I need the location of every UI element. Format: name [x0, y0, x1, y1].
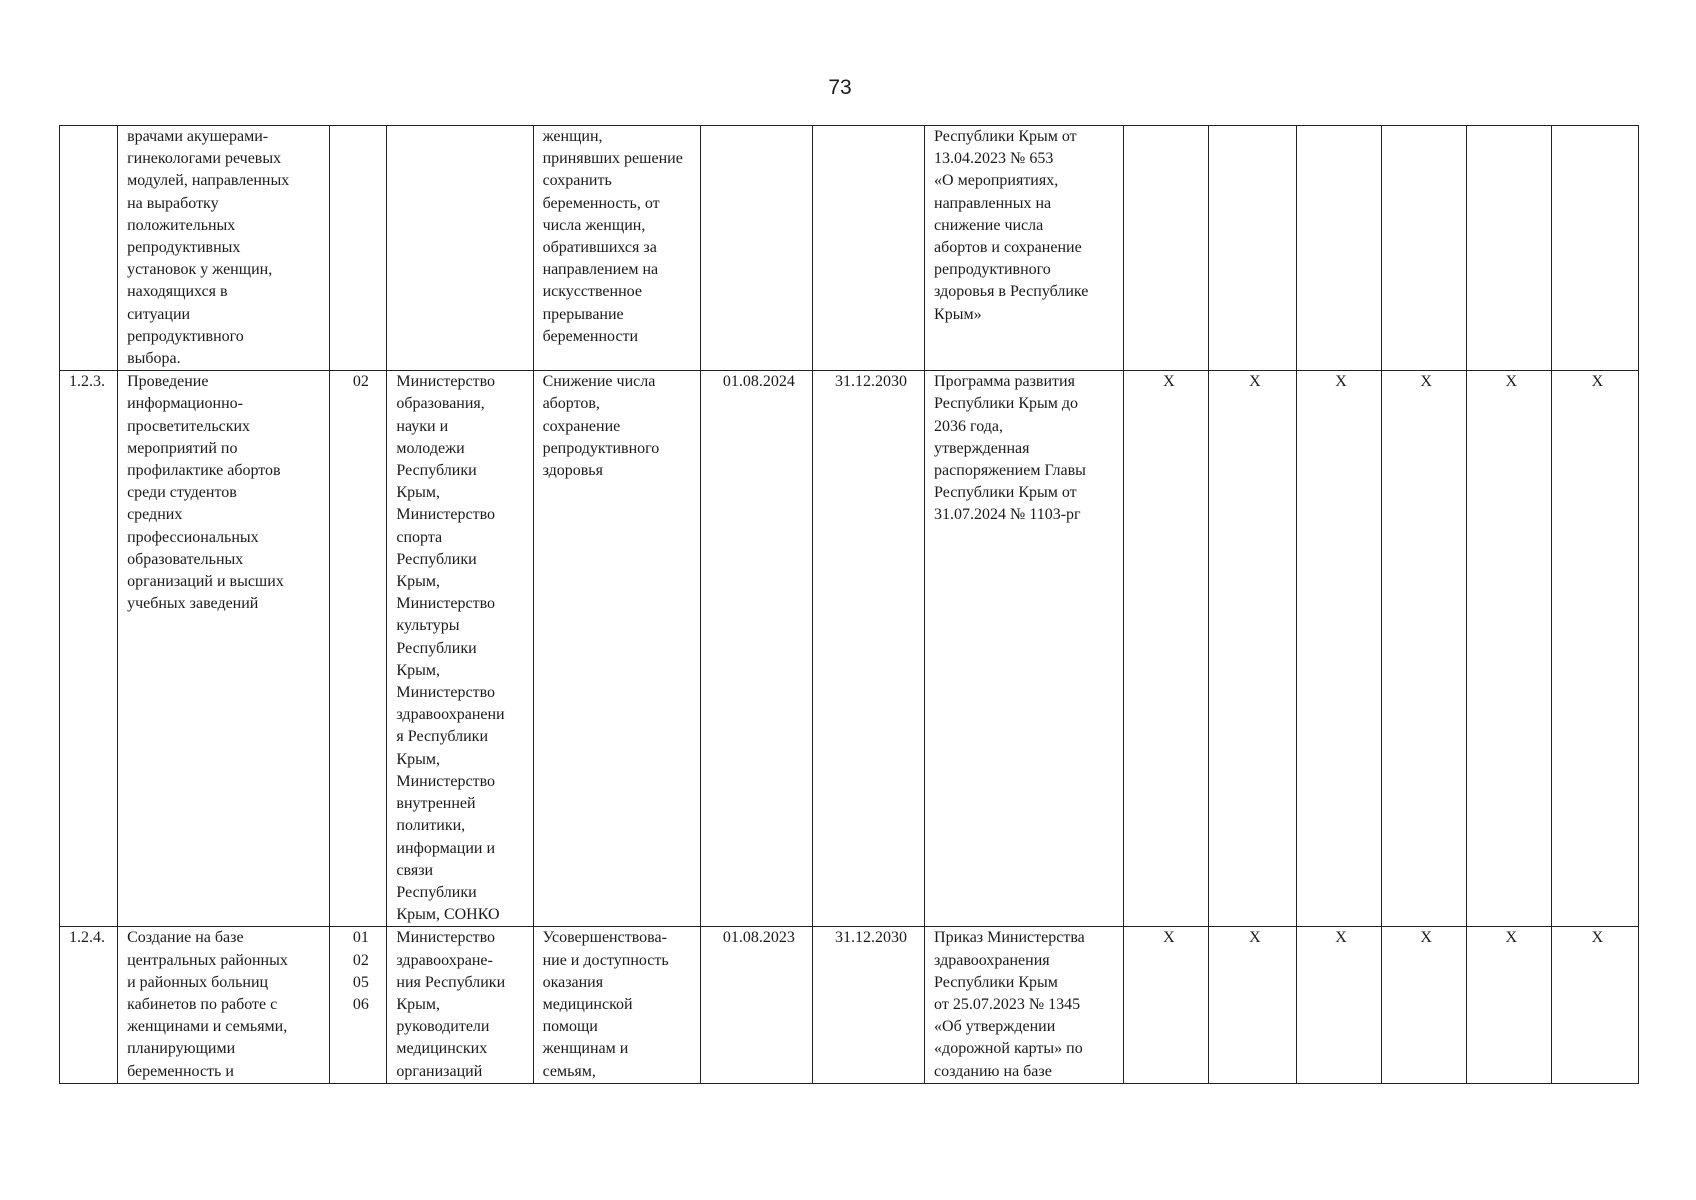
executor-cell-line: организаций [396, 1062, 483, 1080]
end-date-cell: 31.12.2030 [812, 927, 924, 1083]
result-cell-line: абортов, [542, 395, 600, 413]
row-number-cell: 1.2.4. [60, 927, 118, 1083]
executor-cell-line: Министерство [396, 373, 496, 391]
start-date-cell [700, 126, 812, 371]
basis-document-cell-line: направленных на [934, 194, 1052, 212]
measure-cell-line: информационно- [127, 395, 244, 413]
mark-cell [1551, 126, 1638, 371]
basis-document-cell-line: «дорожной карты» по [934, 1040, 1083, 1058]
result-cell-line: помощи [542, 1018, 598, 1036]
mark-cell: Х [1124, 927, 1209, 1083]
result-cell-line: принявших решение [542, 150, 683, 168]
row-number-cell [60, 126, 118, 371]
mark-cell: Х [1466, 371, 1551, 927]
measure-cell-line: беременность и [127, 1062, 234, 1080]
measure-cell-line: врачами акушерами- [127, 128, 269, 145]
result-cell-line: ние и доступность [542, 951, 669, 969]
basis-document-cell-line: от 25.07.2023 № 1345 [934, 995, 1081, 1013]
measure-cell-line: профессиональных [127, 528, 259, 546]
executor-cell [387, 126, 533, 371]
basis-document-cell-line: Республики Крым до [934, 395, 1078, 413]
executor-cell-line: Министерство [396, 684, 496, 702]
result-cell-line: беременности [542, 327, 639, 345]
executor-cell-line: Крым, [396, 661, 440, 679]
codes-cell-line: 06 [352, 995, 369, 1013]
measure-cell-line: кабинетов по работе с [127, 995, 278, 1013]
measure-cell-line: Проведение [127, 373, 209, 391]
basis-document-cell-line: 2036 года, [934, 417, 1003, 435]
basis-document-cell-line: «Об утверждении [934, 1018, 1056, 1036]
executor-cell-line: здравоохранени [396, 706, 505, 724]
measure-cell-line: положительных [127, 216, 236, 234]
measure-cell-line: образовательных [127, 550, 244, 568]
result-cell-line: сохранить [542, 172, 612, 190]
measure-cell-line: находящихся в [127, 283, 228, 301]
mark-cell: Х [1381, 927, 1466, 1083]
measure-cell [118, 126, 330, 371]
table-row [60, 126, 1639, 371]
executor-cell-line: Крым, [396, 995, 440, 1013]
executor-cell-line: Республики [396, 639, 477, 657]
result-cell [533, 371, 700, 927]
codes-cell-line: 01 [352, 929, 369, 947]
measure-cell-line: планирующими [127, 1040, 236, 1058]
mark-cell [1296, 126, 1381, 371]
codes-cell-line: 05 [352, 973, 369, 991]
basis-document-cell-line: утвержденная [934, 439, 1030, 457]
codes-cell-line: 02 [352, 951, 369, 969]
basis-document-cell-line: Республики Крым [934, 973, 1058, 991]
result-cell-line: направлением на [542, 261, 659, 279]
result-cell-line: оказания [542, 973, 604, 991]
codes-cell [330, 927, 387, 1083]
mark-cell: Х [1381, 371, 1466, 927]
codes-cell [330, 126, 387, 371]
measure-cell-line: просветительских [127, 417, 251, 435]
executor-cell-line: спорта [396, 528, 443, 546]
basis-document-cell-line: репродуктивного [934, 261, 1051, 279]
measure-cell-line: на выработку [127, 194, 219, 212]
measure-cell-line: ситуации [127, 305, 191, 323]
basis-document-cell-line: абортов и сохранение [934, 239, 1082, 257]
mark-cell: Х [1296, 371, 1381, 927]
executor-cell [387, 371, 533, 927]
executor-cell-line: образования, [396, 395, 485, 413]
executor-cell [387, 927, 533, 1083]
measure-cell-line: и районных больниц [127, 973, 269, 991]
result-cell-line: женщин, [542, 128, 603, 145]
table-row [60, 371, 1639, 927]
basis-document-cell [925, 126, 1124, 371]
mark-cell [1124, 126, 1209, 371]
executor-cell-line: Республики [396, 550, 477, 568]
mark-cell: Х [1209, 927, 1296, 1083]
end-date-cell [812, 126, 924, 371]
codes-cell [330, 371, 387, 927]
basis-document-cell-line: здоровья в Республике [934, 283, 1089, 301]
codes-cell-line: 02 [352, 373, 369, 391]
measure-cell-line: мероприятий по [127, 439, 238, 457]
executor-cell-line: Крым, [396, 484, 440, 502]
measure-cell-line: репродуктивных [127, 239, 241, 257]
basis-document-cell [925, 927, 1124, 1083]
basis-document-cell-line: 13.04.2023 № 653 [934, 150, 1054, 168]
result-cell-line: числа женщин, [542, 216, 646, 234]
measure-cell-line: женщинами и семьями, [127, 1018, 288, 1036]
executor-cell-line: молодежи [396, 439, 465, 457]
result-cell-line: беременность, от [542, 194, 660, 212]
measure-cell [118, 927, 330, 1083]
basis-document-cell-line: Крым» [934, 305, 982, 323]
result-cell-line: прерывание [542, 305, 624, 323]
result-cell-line: репродуктивного [542, 439, 660, 457]
measure-cell-line: репродуктивного [127, 327, 244, 345]
measure-cell-line: модулей, направленных [127, 172, 290, 190]
mark-cell: Х [1551, 371, 1638, 927]
result-cell-line: медицинской [542, 995, 633, 1013]
measure-cell-line: установок у женщин, [127, 261, 273, 279]
basis-document-cell-line: Приказ Министерства [934, 929, 1085, 947]
result-cell-line: обратившихся за [542, 239, 657, 257]
measure-cell-line: выбора. [127, 350, 181, 368]
result-cell-line: Снижение числа [542, 373, 656, 391]
measure-cell-line: Создание на базе [127, 929, 244, 947]
measure-cell-line: организаций и высших [127, 573, 284, 591]
basis-document-cell-line: Республики Крым от [934, 484, 1077, 502]
result-cell [533, 927, 700, 1083]
basis-document-cell-line: «О мероприятиях, [934, 172, 1059, 190]
measure-cell-line: учебных заведений [127, 595, 259, 613]
basis-document-cell-line: созданию на базе [934, 1062, 1052, 1080]
end-date-cell: 31.12.2030 [812, 371, 924, 927]
basis-document-cell-line: Программа развития [934, 373, 1075, 391]
executor-cell-line: Министерство [396, 595, 496, 613]
table-row [60, 927, 1639, 1083]
executor-cell-line: информации и [396, 839, 496, 857]
executor-cell-line: медицинских [396, 1040, 488, 1058]
basis-document-cell-line: Республики Крым от [934, 128, 1077, 145]
mark-cell [1466, 126, 1551, 371]
executor-cell-line: политики, [396, 817, 466, 835]
start-date-cell: 01.08.2024 [700, 371, 812, 927]
measures-table [59, 125, 1639, 1084]
measure-cell [118, 371, 330, 927]
basis-document-cell [925, 371, 1124, 927]
executor-cell-line: Министерство [396, 506, 496, 524]
executor-cell-line: связи [396, 861, 434, 879]
executor-cell-line: Крым, [396, 750, 440, 768]
mark-cell: Х [1551, 927, 1638, 1083]
executor-cell-line: руководители [396, 1018, 490, 1036]
measure-cell-line: гинекологами речевых [127, 150, 282, 168]
executor-cell-line: Крым, СОНКО [396, 906, 500, 924]
measure-cell-line: центральных районных [127, 951, 288, 969]
mark-cell: Х [1209, 371, 1296, 927]
executor-cell-line: Республики [396, 462, 477, 480]
mark-cell: Х [1296, 927, 1381, 1083]
mark-cell: Х [1124, 371, 1209, 927]
executor-cell-line: науки и [396, 417, 449, 435]
start-date-cell: 01.08.2023 [700, 927, 812, 1083]
basis-document-cell-line: 31.07.2024 № 1103-рг [934, 506, 1081, 524]
mark-cell [1381, 126, 1466, 371]
executor-cell-line: Министерство [396, 929, 496, 947]
executor-cell-line: Крым, [396, 573, 440, 591]
measure-cell-line: профилактике абортов [127, 462, 281, 480]
result-cell-line: семьям, [542, 1062, 596, 1080]
page-number: 73 [828, 76, 852, 99]
measure-cell-line: среди студентов [127, 484, 237, 502]
result-cell-line: сохранение [542, 417, 621, 435]
executor-cell-line: культуры [396, 617, 460, 635]
result-cell-line: Усовершенствова- [542, 929, 667, 947]
basis-document-cell-line: снижение числа [934, 216, 1044, 234]
executor-cell-line: Республики [396, 883, 477, 901]
basis-document-cell-line: распоряжением Главы [934, 462, 1086, 480]
result-cell-line: здоровья [542, 462, 603, 480]
mark-cell: Х [1466, 927, 1551, 1083]
result-cell-line: женщинам и [542, 1040, 629, 1058]
executor-cell-line: здравоохране- [396, 951, 493, 969]
basis-document-cell-line: здравоохранения [934, 951, 1050, 969]
row-number-cell: 1.2.3. [60, 371, 118, 927]
executor-cell-line: ния Республики [396, 973, 506, 991]
measure-cell-line: средних [127, 506, 183, 524]
mark-cell [1209, 126, 1296, 371]
executor-cell-line: я Республики [396, 728, 489, 746]
executor-cell-line: внутренней [396, 795, 476, 813]
result-cell [533, 126, 700, 371]
result-cell-line: искусственное [542, 283, 642, 301]
executor-cell-line: Министерство [396, 772, 496, 790]
